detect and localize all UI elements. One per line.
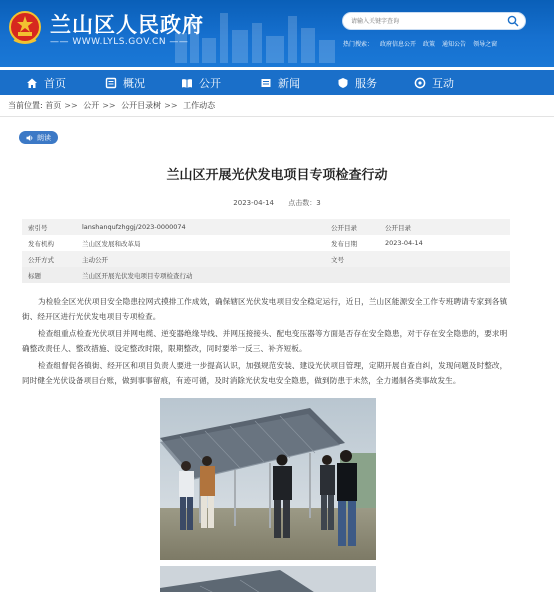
hot-link-policy[interactable]: 政策 [423,41,436,48]
breadcrumb-home[interactable]: 首页 [45,101,62,110]
nav-service-label: 服务 [355,76,377,90]
read-aloud-label: 朗读 [37,133,51,142]
breadcrumb-prefix: 当前位置: [8,101,43,110]
nav-public[interactable] [181,70,221,95]
info-value: 2023-04-14 [385,239,423,247]
breadcrumb [8,100,215,111]
site-url: —— WWW.LYLS.GOV.CN —— [50,37,189,47]
info-key: 标题 [28,271,41,280]
info-row [22,251,510,267]
publish-date: 2023-04-14 [233,199,274,207]
hot-link-gov-info[interactable]: 政府信息公开 [380,41,417,48]
search-icon[interactable] [507,15,519,27]
hot-search-links [343,39,497,48]
inspection-photo-2-graphic [160,566,376,592]
book-icon [181,77,193,89]
speaker-icon [26,134,34,142]
nav-public-label: 公开 [199,76,221,90]
nav-news-label: 新闻 [278,76,300,90]
info-key: 公开方式 [28,255,54,264]
chat-icon [414,77,426,89]
body-paragraph: 检查组重点检查光伏项目并网电缆、逆变器绝缘导线、并网压接接头、配电变压器等方面是否存在安全隐患，对于存在安全隐患的，要求明确整改责任人、整改措施、设定整改时限，限期整改，同时要举一反三、补齐短板。 [22,329,508,353]
nav-home[interactable] [26,70,66,95]
hot-search-label: 热门搜索： [343,41,374,48]
search-input[interactable] [351,13,501,29]
body-paragraph: 为检验全区光伏项目安全隐患拉网式摸排工作成效，确保辖区光伏发电项目安全稳定运行，近日，兰山区能源安全工作专班聘请专家到各镇街、经开区进行光伏发电项目专项检查。 [22,297,508,321]
news-icon [260,77,272,89]
national-emblem-icon [8,10,42,46]
nav-home-label: 首页 [44,76,66,90]
breadcrumb-work-news[interactable]: 工作动态 [183,101,216,110]
site-title[interactable]: 兰山区人民政府 [50,13,204,37]
inspection-photo [160,398,376,560]
info-value: 兰山区开展光伏发电项目专项检查行动 [82,271,193,280]
info-table [22,219,510,283]
info-key: 发布机构 [28,239,54,248]
info-value: 兰山区发展和改革局 [82,239,141,248]
view-count: 点击数：3 [288,199,321,207]
inspection-photo-2 [160,566,376,592]
nav-overview-label: 概况 [123,76,145,90]
body-paragraph: 检查组督促各镇街、经开区和项目负责人要进一步提高认识，加强规范安装、建设光伏项目管理，定期开展自查自纠，发现问题及时整改，同时健全光伏设备项目台账，做到事事留痕，有迹可循，及时消除光伏发电安全隐患，做到防患于未然，全力遏制各类事故发生。 [22,361,508,385]
nav-service[interactable] [337,70,377,95]
info-row [22,267,510,283]
nav-interact[interactable] [414,70,454,95]
article-body [22,294,514,390]
main-nav [0,70,554,95]
info-key: 发布日期 [331,239,357,248]
breadcrumb-separator: >> [102,101,116,110]
article-meta [0,198,554,208]
info-key: 公开目录 [331,223,357,232]
site-header [0,0,554,67]
inspection-photo-graphic [160,398,376,560]
article-title: 兰山区开展光伏发电项目专项检查行动 [166,168,388,183]
nav-interact-label: 互动 [432,76,454,90]
overview-icon [105,77,117,89]
breadcrumb-divider [0,116,554,117]
breadcrumb-catalog[interactable]: 公开目录树 [121,101,162,110]
breadcrumb-public[interactable]: 公开 [83,101,100,110]
info-value: 公开目录 [385,223,411,232]
nav-news[interactable] [260,70,300,95]
info-value: lanshanqufzhggj/2023-0000074 [82,223,186,231]
info-row [22,219,510,235]
info-value: 主动公开 [82,255,108,264]
hot-link-notice[interactable]: 通知公告 [442,41,467,48]
hot-link-leaders[interactable]: 领导之窗 [473,41,498,48]
info-row [22,235,510,251]
nav-overview[interactable] [105,70,145,95]
search-box [342,12,526,30]
breadcrumb-separator: >> [64,101,78,110]
home-icon [26,77,38,89]
read-aloud-button[interactable] [19,131,58,144]
breadcrumb-separator: >> [164,101,178,110]
info-key: 索引号 [28,223,48,232]
service-icon [337,77,349,89]
info-key: 文号 [331,255,344,264]
